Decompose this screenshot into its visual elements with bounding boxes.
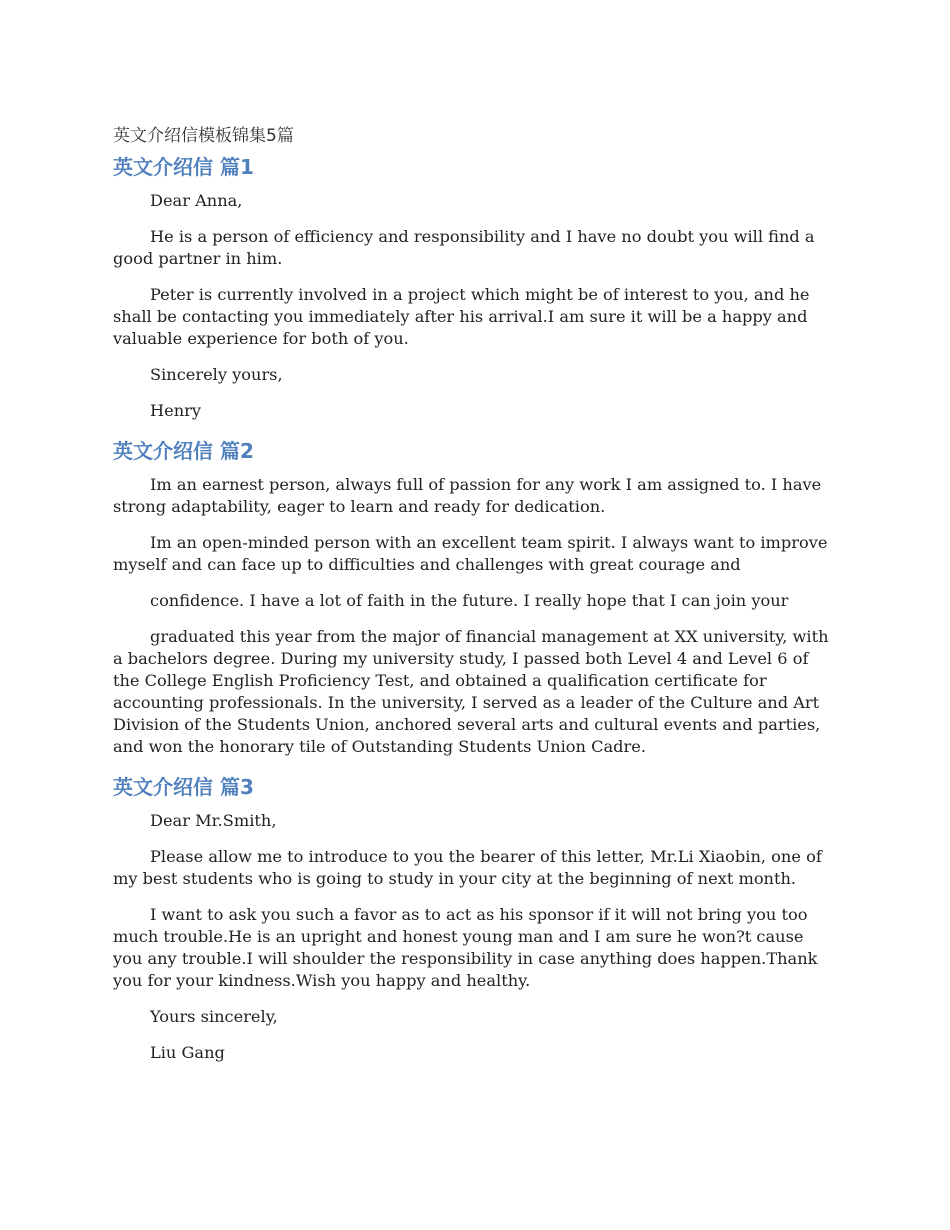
- paragraph: graduated this year from the major of financial management at XX university, with a bachelors degree. During my university study, I passed both Level 4 and Level 6 of the College English Proficiency Test, and obtained a qualification certificate for accounting professionals. In the university, I served as a leader of the Culture and Art Division of the Students Union, anchored several arts and cultural events and parties, and won the honorary tile of Outstanding Students Union Cadre.: [113, 627, 829, 756]
- section-heading: 英文介绍信 篇3: [113, 775, 254, 799]
- section-1: [113, 152, 833, 422]
- document-title: 英文介绍信模板锦集5篇: [113, 126, 294, 146]
- section-2: [113, 436, 833, 758]
- paragraph: confidence. I have a lot of faith in the future. I really hope that I can join your: [150, 591, 789, 610]
- document-page: [113, 124, 833, 1078]
- paragraph: Peter is currently involved in a project which might be of interest to you, and he shall be contacting you immediately after his arrival.I am sure it will be a happy and valuable experience for both of you.: [113, 285, 810, 348]
- paragraph: Liu Gang: [150, 1043, 225, 1062]
- section-heading: 英文介绍信 篇1: [113, 155, 254, 179]
- paragraph: Im an open-minded person with an excellent team spirit. I always want to improve myself and can face up to difficulties and challenges with great courage and: [113, 533, 828, 574]
- paragraph: I want to ask you such a favor as to act as his sponsor if it will not bring you too much trouble.He is an upright and honest young man and I am sure he won?t cause you any trouble.I will shoulder the responsibility in case anything does happen.Thank you for your kindness.Wish you happy and healthy.: [113, 905, 818, 990]
- paragraph: Henry: [150, 401, 202, 420]
- section-3: [113, 772, 833, 1064]
- section-heading: 英文介绍信 篇2: [113, 439, 254, 463]
- paragraph: Sincerely yours,: [150, 365, 283, 384]
- paragraph: He is a person of efficiency and responsibility and I have no doubt you will find a good partner in him.: [113, 227, 815, 268]
- paragraph: Please allow me to introduce to you the bearer of this letter, Mr.Li Xiaobin, one of my best students who is going to study in your city at the beginning of next month.: [113, 847, 822, 888]
- paragraph: Yours sincerely,: [150, 1007, 278, 1026]
- paragraph: Dear Anna,: [150, 191, 243, 210]
- paragraph: Im an earnest person, always full of passion for any work I am assigned to. I have strong adaptability, eager to learn and ready for dedication.: [113, 475, 822, 516]
- paragraph: Dear Mr.Smith,: [150, 811, 277, 830]
